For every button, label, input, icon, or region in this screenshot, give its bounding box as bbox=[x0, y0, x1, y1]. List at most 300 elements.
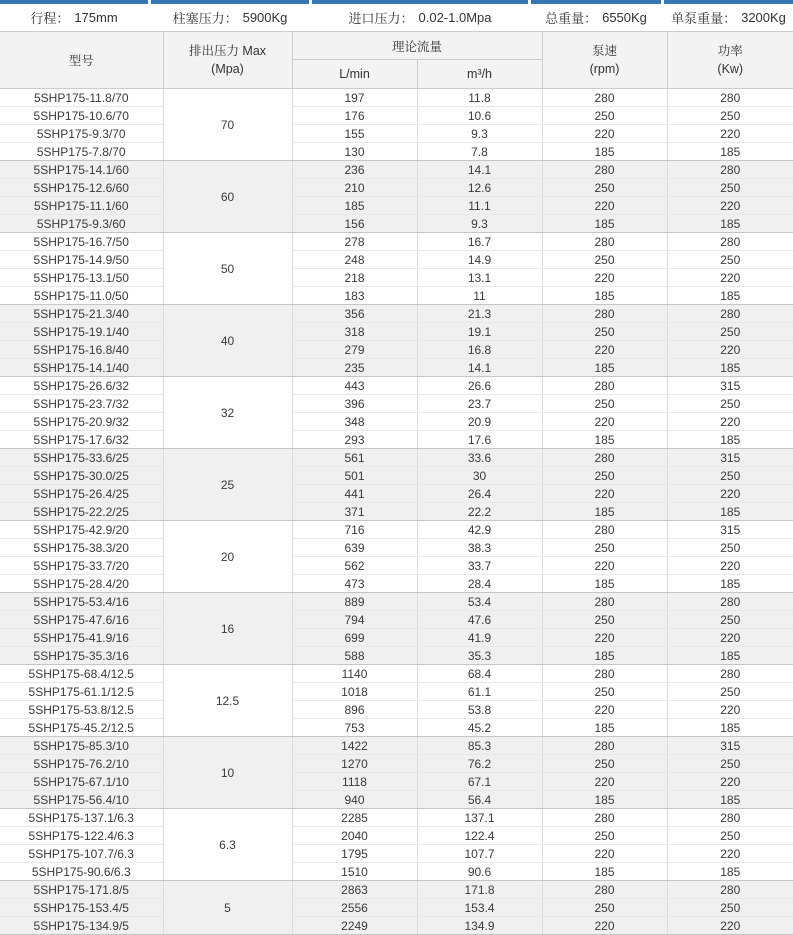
pressure-cell: 70 bbox=[163, 89, 292, 161]
flow-m3h-cell: 42.9 bbox=[417, 521, 542, 539]
flow-lmin-cell: 371 bbox=[292, 503, 417, 521]
table-row bbox=[0, 485, 793, 503]
power-cell: 280 bbox=[667, 881, 793, 899]
pressure-cell: 25 bbox=[163, 449, 292, 521]
pressure-cell: 32 bbox=[163, 377, 292, 449]
model-cell: 5SHP175-68.4/12.5 bbox=[0, 665, 163, 683]
speed-cell: 250 bbox=[542, 611, 667, 629]
info-item-4 bbox=[664, 0, 793, 31]
speed-cell: 250 bbox=[542, 467, 667, 485]
table-row bbox=[0, 449, 793, 467]
info-item-3 bbox=[531, 0, 661, 31]
speed-cell: 280 bbox=[542, 521, 667, 539]
model-cell: 5SHP175-14.9/50 bbox=[0, 251, 163, 269]
table-row bbox=[0, 827, 793, 845]
speed-cell: 185 bbox=[542, 647, 667, 665]
flow-lmin-cell: 896 bbox=[292, 701, 417, 719]
power-cell: 220 bbox=[667, 629, 793, 647]
power-cell: 220 bbox=[667, 773, 793, 791]
table-row bbox=[0, 395, 793, 413]
table-row bbox=[0, 359, 793, 377]
model-cell: 5SHP175-11.0/50 bbox=[0, 287, 163, 305]
model-cell: 5SHP175-33.6/25 bbox=[0, 449, 163, 467]
info-label: 总重量： bbox=[545, 11, 598, 26]
table-row bbox=[0, 161, 793, 179]
model-cell: 5SHP175-9.3/60 bbox=[0, 215, 163, 233]
header-pressure bbox=[163, 32, 292, 89]
model-cell: 5SHP175-26.6/32 bbox=[0, 377, 163, 395]
table-row bbox=[0, 341, 793, 359]
power-cell: 185 bbox=[667, 719, 793, 737]
flow-m3h-cell: 53.8 bbox=[417, 701, 542, 719]
flow-lmin-cell: 235 bbox=[292, 359, 417, 377]
power-cell: 185 bbox=[667, 647, 793, 665]
speed-cell: 185 bbox=[542, 791, 667, 809]
speed-cell: 280 bbox=[542, 233, 667, 251]
table-row bbox=[0, 629, 793, 647]
power-cell: 185 bbox=[667, 215, 793, 233]
model-cell: 5SHP175-42.9/20 bbox=[0, 521, 163, 539]
speed-cell: 220 bbox=[542, 485, 667, 503]
flow-m3h-cell: 11.1 bbox=[417, 197, 542, 215]
model-cell: 5SHP175-134.9/5 bbox=[0, 917, 163, 935]
table-row bbox=[0, 197, 793, 215]
speed-cell: 250 bbox=[542, 539, 667, 557]
table-row bbox=[0, 575, 793, 593]
flow-m3h-cell: 20.9 bbox=[417, 413, 542, 431]
power-cell: 280 bbox=[667, 233, 793, 251]
speed-cell: 250 bbox=[542, 755, 667, 773]
flow-lmin-cell: 441 bbox=[292, 485, 417, 503]
flow-lmin-cell: 396 bbox=[292, 395, 417, 413]
model-cell: 5SHP175-16.7/50 bbox=[0, 233, 163, 251]
table-row bbox=[0, 665, 793, 683]
flow-lmin-cell: 2285 bbox=[292, 809, 417, 827]
table-row bbox=[0, 611, 793, 629]
speed-cell: 280 bbox=[542, 737, 667, 755]
flow-m3h-cell: 171.8 bbox=[417, 881, 542, 899]
model-cell: 5SHP175-67.1/10 bbox=[0, 773, 163, 791]
table-header bbox=[0, 32, 793, 89]
speed-cell: 250 bbox=[542, 899, 667, 917]
info-bar bbox=[0, 0, 793, 31]
power-cell: 250 bbox=[667, 395, 793, 413]
power-cell: 280 bbox=[667, 665, 793, 683]
model-cell: 5SHP175-35.3/16 bbox=[0, 647, 163, 665]
power-cell: 220 bbox=[667, 917, 793, 935]
model-cell: 5SHP175-13.1/50 bbox=[0, 269, 163, 287]
flow-m3h-cell: 47.6 bbox=[417, 611, 542, 629]
flow-m3h-cell: 23.7 bbox=[417, 395, 542, 413]
speed-cell: 280 bbox=[542, 89, 667, 107]
table-row bbox=[0, 809, 793, 827]
flow-lmin-cell: 278 bbox=[292, 233, 417, 251]
power-cell: 185 bbox=[667, 503, 793, 521]
flow-lmin-cell: 1510 bbox=[292, 863, 417, 881]
speed-cell: 220 bbox=[542, 917, 667, 935]
header-speed-line1: 泵速 bbox=[592, 43, 618, 58]
power-cell: 220 bbox=[667, 125, 793, 143]
model-cell: 5SHP175-16.8/40 bbox=[0, 341, 163, 359]
flow-lmin-cell: 753 bbox=[292, 719, 417, 737]
speed-cell: 250 bbox=[542, 251, 667, 269]
pressure-cell: 20 bbox=[163, 521, 292, 593]
flow-lmin-cell: 716 bbox=[292, 521, 417, 539]
flow-m3h-cell: 85.3 bbox=[417, 737, 542, 755]
pressure-cell: 40 bbox=[163, 305, 292, 377]
table-row bbox=[0, 431, 793, 449]
power-cell: 220 bbox=[667, 845, 793, 863]
speed-cell: 250 bbox=[542, 395, 667, 413]
table-row bbox=[0, 845, 793, 863]
flow-m3h-cell: 45.2 bbox=[417, 719, 542, 737]
flow-lmin-cell: 218 bbox=[292, 269, 417, 287]
header-model: 型号 bbox=[0, 32, 163, 89]
speed-cell: 250 bbox=[542, 323, 667, 341]
power-cell: 280 bbox=[667, 593, 793, 611]
model-cell: 5SHP175-12.6/60 bbox=[0, 179, 163, 197]
model-cell: 5SHP175-23.7/32 bbox=[0, 395, 163, 413]
power-cell: 315 bbox=[667, 449, 793, 467]
model-cell: 5SHP175-21.3/40 bbox=[0, 305, 163, 323]
power-cell: 220 bbox=[667, 197, 793, 215]
speed-cell: 220 bbox=[542, 269, 667, 287]
model-cell: 5SHP175-90.6/6.3 bbox=[0, 863, 163, 881]
power-cell: 250 bbox=[667, 899, 793, 917]
pressure-cell: 5 bbox=[163, 881, 292, 935]
model-cell: 5SHP175-14.1/60 bbox=[0, 161, 163, 179]
model-cell: 5SHP175-22.2/25 bbox=[0, 503, 163, 521]
header-power-line1: 功率 bbox=[717, 43, 743, 58]
flow-lmin-cell: 2249 bbox=[292, 917, 417, 935]
power-cell: 185 bbox=[667, 359, 793, 377]
flow-m3h-cell: 11.8 bbox=[417, 89, 542, 107]
speed-cell: 280 bbox=[542, 377, 667, 395]
info-item-2 bbox=[312, 0, 528, 31]
speed-cell: 185 bbox=[542, 359, 667, 377]
flow-m3h-cell: 41.9 bbox=[417, 629, 542, 647]
model-cell: 5SHP175-30.0/25 bbox=[0, 467, 163, 485]
model-cell: 5SHP175-33.7/20 bbox=[0, 557, 163, 575]
speed-cell: 280 bbox=[542, 161, 667, 179]
table-row bbox=[0, 323, 793, 341]
speed-cell: 220 bbox=[542, 773, 667, 791]
speed-cell: 280 bbox=[542, 593, 667, 611]
flow-m3h-cell: 9.3 bbox=[417, 125, 542, 143]
flow-m3h-cell: 7.8 bbox=[417, 143, 542, 161]
speed-cell: 185 bbox=[542, 719, 667, 737]
flow-m3h-cell: 22.2 bbox=[417, 503, 542, 521]
flow-m3h-cell: 14.1 bbox=[417, 161, 542, 179]
flow-m3h-cell: 30 bbox=[417, 467, 542, 485]
flow-lmin-cell: 699 bbox=[292, 629, 417, 647]
flow-lmin-cell: 348 bbox=[292, 413, 417, 431]
info-value: 3200Kg bbox=[741, 10, 786, 25]
flow-m3h-cell: 90.6 bbox=[417, 863, 542, 881]
flow-lmin-cell: 561 bbox=[292, 449, 417, 467]
speed-cell: 185 bbox=[542, 215, 667, 233]
flow-m3h-cell: 153.4 bbox=[417, 899, 542, 917]
flow-m3h-cell: 68.4 bbox=[417, 665, 542, 683]
power-cell: 280 bbox=[667, 305, 793, 323]
flow-lmin-cell: 1270 bbox=[292, 755, 417, 773]
model-cell: 5SHP175-53.8/12.5 bbox=[0, 701, 163, 719]
power-cell: 315 bbox=[667, 377, 793, 395]
power-cell: 280 bbox=[667, 89, 793, 107]
info-value: 175mm bbox=[74, 10, 118, 25]
power-cell: 250 bbox=[667, 467, 793, 485]
flow-lmin-cell: 210 bbox=[292, 179, 417, 197]
table-row bbox=[0, 251, 793, 269]
power-cell: 185 bbox=[667, 143, 793, 161]
info-item-1 bbox=[151, 0, 309, 31]
power-cell: 250 bbox=[667, 827, 793, 845]
model-cell: 5SHP175-20.9/32 bbox=[0, 413, 163, 431]
model-cell: 5SHP175-76.2/10 bbox=[0, 755, 163, 773]
header-power-line2: (Kw) bbox=[717, 62, 744, 76]
flow-m3h-cell: 134.9 bbox=[417, 917, 542, 935]
model-cell: 5SHP175-26.4/25 bbox=[0, 485, 163, 503]
power-cell: 185 bbox=[667, 287, 793, 305]
speed-cell: 280 bbox=[542, 881, 667, 899]
pressure-cell: 50 bbox=[163, 233, 292, 305]
model-cell: 5SHP175-9.3/70 bbox=[0, 125, 163, 143]
speed-cell: 220 bbox=[542, 845, 667, 863]
speed-cell: 185 bbox=[542, 143, 667, 161]
model-cell: 5SHP175-17.6/32 bbox=[0, 431, 163, 449]
flow-lmin-cell: 236 bbox=[292, 161, 417, 179]
table-row bbox=[0, 755, 793, 773]
power-cell: 315 bbox=[667, 521, 793, 539]
model-cell: 5SHP175-7.8/70 bbox=[0, 143, 163, 161]
power-cell: 280 bbox=[667, 161, 793, 179]
header-flow-m3h: m³/h bbox=[417, 60, 542, 89]
flow-lmin-cell: 156 bbox=[292, 215, 417, 233]
flow-lmin-cell: 155 bbox=[292, 125, 417, 143]
flow-m3h-cell: 13.1 bbox=[417, 269, 542, 287]
info-item-0 bbox=[0, 0, 148, 31]
power-cell: 220 bbox=[667, 269, 793, 287]
power-cell: 185 bbox=[667, 791, 793, 809]
flow-lmin-cell: 1018 bbox=[292, 683, 417, 701]
speed-cell: 220 bbox=[542, 197, 667, 215]
model-cell: 5SHP175-38.3/20 bbox=[0, 539, 163, 557]
flow-m3h-cell: 16.8 bbox=[417, 341, 542, 359]
flow-lmin-cell: 2556 bbox=[292, 899, 417, 917]
flow-lmin-cell: 794 bbox=[292, 611, 417, 629]
info-value: 5900Kg bbox=[242, 10, 288, 25]
speed-cell: 250 bbox=[542, 107, 667, 125]
power-cell: 220 bbox=[667, 413, 793, 431]
speed-cell: 185 bbox=[542, 575, 667, 593]
info-label: 柱塞压力： bbox=[172, 11, 238, 26]
flow-lmin-cell: 356 bbox=[292, 305, 417, 323]
speed-cell: 280 bbox=[542, 809, 667, 827]
table-row bbox=[0, 557, 793, 575]
table-row bbox=[0, 647, 793, 665]
power-cell: 185 bbox=[667, 863, 793, 881]
flow-m3h-cell: 14.9 bbox=[417, 251, 542, 269]
table-row bbox=[0, 683, 793, 701]
model-cell: 5SHP175-53.4/16 bbox=[0, 593, 163, 611]
table-row bbox=[0, 773, 793, 791]
flow-lmin-cell: 2040 bbox=[292, 827, 417, 845]
speed-cell: 220 bbox=[542, 701, 667, 719]
info-value: 0.02-1.0Mpa bbox=[418, 10, 492, 25]
speed-cell: 185 bbox=[542, 503, 667, 521]
pressure-cell: 10 bbox=[163, 737, 292, 809]
model-cell: 5SHP175-56.4/10 bbox=[0, 791, 163, 809]
model-cell: 5SHP175-11.8/70 bbox=[0, 89, 163, 107]
flow-m3h-cell: 137.1 bbox=[417, 809, 542, 827]
model-cell: 5SHP175-14.1/40 bbox=[0, 359, 163, 377]
pressure-cell: 16 bbox=[163, 593, 292, 665]
table-row bbox=[0, 899, 793, 917]
table-row bbox=[0, 917, 793, 935]
speed-cell: 250 bbox=[542, 683, 667, 701]
model-cell: 5SHP175-10.6/70 bbox=[0, 107, 163, 125]
flow-lmin-cell: 1422 bbox=[292, 737, 417, 755]
power-cell: 250 bbox=[667, 179, 793, 197]
flow-m3h-cell: 16.7 bbox=[417, 233, 542, 251]
flow-lmin-cell: 1795 bbox=[292, 845, 417, 863]
flow-m3h-cell: 9.3 bbox=[417, 215, 542, 233]
table-row bbox=[0, 233, 793, 251]
flow-lmin-cell: 1140 bbox=[292, 665, 417, 683]
speed-cell: 185 bbox=[542, 287, 667, 305]
table-row bbox=[0, 503, 793, 521]
speed-cell: 280 bbox=[542, 305, 667, 323]
table-row bbox=[0, 701, 793, 719]
flow-lmin-cell: 130 bbox=[292, 143, 417, 161]
flow-m3h-cell: 53.4 bbox=[417, 593, 542, 611]
flow-m3h-cell: 38.3 bbox=[417, 539, 542, 557]
pressure-cell: 12.5 bbox=[163, 665, 292, 737]
flow-m3h-cell: 12.6 bbox=[417, 179, 542, 197]
spec-table bbox=[0, 31, 793, 935]
flow-lmin-cell: 443 bbox=[292, 377, 417, 395]
flow-lmin-cell: 176 bbox=[292, 107, 417, 125]
model-cell: 5SHP175-41.9/16 bbox=[0, 629, 163, 647]
speed-cell: 280 bbox=[542, 449, 667, 467]
speed-cell: 250 bbox=[542, 179, 667, 197]
flow-lmin-cell: 197 bbox=[292, 89, 417, 107]
flow-m3h-cell: 26.6 bbox=[417, 377, 542, 395]
flow-lmin-cell: 889 bbox=[292, 593, 417, 611]
flow-lmin-cell: 1118 bbox=[292, 773, 417, 791]
table-row bbox=[0, 107, 793, 125]
speed-cell: 280 bbox=[542, 665, 667, 683]
power-cell: 250 bbox=[667, 107, 793, 125]
table-row bbox=[0, 269, 793, 287]
flow-lmin-cell: 318 bbox=[292, 323, 417, 341]
table-row bbox=[0, 719, 793, 737]
table-row bbox=[0, 215, 793, 233]
speed-cell: 220 bbox=[542, 629, 667, 647]
power-cell: 315 bbox=[667, 737, 793, 755]
power-cell: 220 bbox=[667, 701, 793, 719]
flow-m3h-cell: 10.6 bbox=[417, 107, 542, 125]
flow-m3h-cell: 33.7 bbox=[417, 557, 542, 575]
flow-m3h-cell: 28.4 bbox=[417, 575, 542, 593]
header-flow: 理论流量 bbox=[292, 32, 542, 60]
info-label: 行程： bbox=[30, 11, 70, 26]
info-value: 6550Kg bbox=[602, 10, 647, 25]
flow-lmin-cell: 588 bbox=[292, 647, 417, 665]
table-row bbox=[0, 377, 793, 395]
table-row bbox=[0, 521, 793, 539]
power-cell: 250 bbox=[667, 611, 793, 629]
flow-m3h-cell: 11 bbox=[417, 287, 542, 305]
flow-m3h-cell: 67.1 bbox=[417, 773, 542, 791]
flow-m3h-cell: 21.3 bbox=[417, 305, 542, 323]
flow-lmin-cell: 2863 bbox=[292, 881, 417, 899]
table-row bbox=[0, 737, 793, 755]
header-speed-line2: (rpm) bbox=[589, 62, 620, 76]
flow-m3h-cell: 17.6 bbox=[417, 431, 542, 449]
header-speed bbox=[542, 32, 667, 89]
flow-lmin-cell: 501 bbox=[292, 467, 417, 485]
info-label: 单泵重量： bbox=[671, 11, 737, 26]
model-cell: 5SHP175-11.1/60 bbox=[0, 197, 163, 215]
speed-cell: 220 bbox=[542, 413, 667, 431]
flow-m3h-cell: 107.7 bbox=[417, 845, 542, 863]
speed-cell: 185 bbox=[542, 863, 667, 881]
model-cell: 5SHP175-107.7/6.3 bbox=[0, 845, 163, 863]
table-body bbox=[0, 89, 793, 935]
table-row bbox=[0, 179, 793, 197]
speed-cell: 220 bbox=[542, 341, 667, 359]
table-row bbox=[0, 287, 793, 305]
speed-cell: 220 bbox=[542, 557, 667, 575]
flow-lmin-cell: 185 bbox=[292, 197, 417, 215]
model-cell: 5SHP175-137.1/6.3 bbox=[0, 809, 163, 827]
model-cell: 5SHP175-85.3/10 bbox=[0, 737, 163, 755]
flow-lmin-cell: 248 bbox=[292, 251, 417, 269]
table-row bbox=[0, 305, 793, 323]
power-cell: 250 bbox=[667, 323, 793, 341]
flow-m3h-cell: 19.1 bbox=[417, 323, 542, 341]
header-pressure-line1: 排出压力 Max bbox=[188, 43, 267, 58]
speed-cell: 250 bbox=[542, 827, 667, 845]
flow-m3h-cell: 56.4 bbox=[417, 791, 542, 809]
pressure-cell: 60 bbox=[163, 161, 292, 233]
table-row bbox=[0, 881, 793, 899]
power-cell: 250 bbox=[667, 539, 793, 557]
table-row bbox=[0, 413, 793, 431]
info-label: 进口压力： bbox=[348, 11, 414, 26]
model-cell: 5SHP175-153.4/5 bbox=[0, 899, 163, 917]
power-cell: 280 bbox=[667, 809, 793, 827]
speed-cell: 220 bbox=[542, 125, 667, 143]
table-row bbox=[0, 593, 793, 611]
flow-m3h-cell: 14.1 bbox=[417, 359, 542, 377]
table-row bbox=[0, 125, 793, 143]
power-cell: 250 bbox=[667, 683, 793, 701]
flow-lmin-cell: 183 bbox=[292, 287, 417, 305]
model-cell: 5SHP175-61.1/12.5 bbox=[0, 683, 163, 701]
flow-m3h-cell: 33.6 bbox=[417, 449, 542, 467]
header-pressure-line2: (Mpa) bbox=[211, 62, 244, 76]
model-cell: 5SHP175-45.2/12.5 bbox=[0, 719, 163, 737]
power-cell: 220 bbox=[667, 485, 793, 503]
pressure-cell: 6.3 bbox=[163, 809, 292, 881]
power-cell: 250 bbox=[667, 755, 793, 773]
flow-lmin-cell: 562 bbox=[292, 557, 417, 575]
table-row bbox=[0, 791, 793, 809]
table-row bbox=[0, 863, 793, 881]
table-row bbox=[0, 539, 793, 557]
